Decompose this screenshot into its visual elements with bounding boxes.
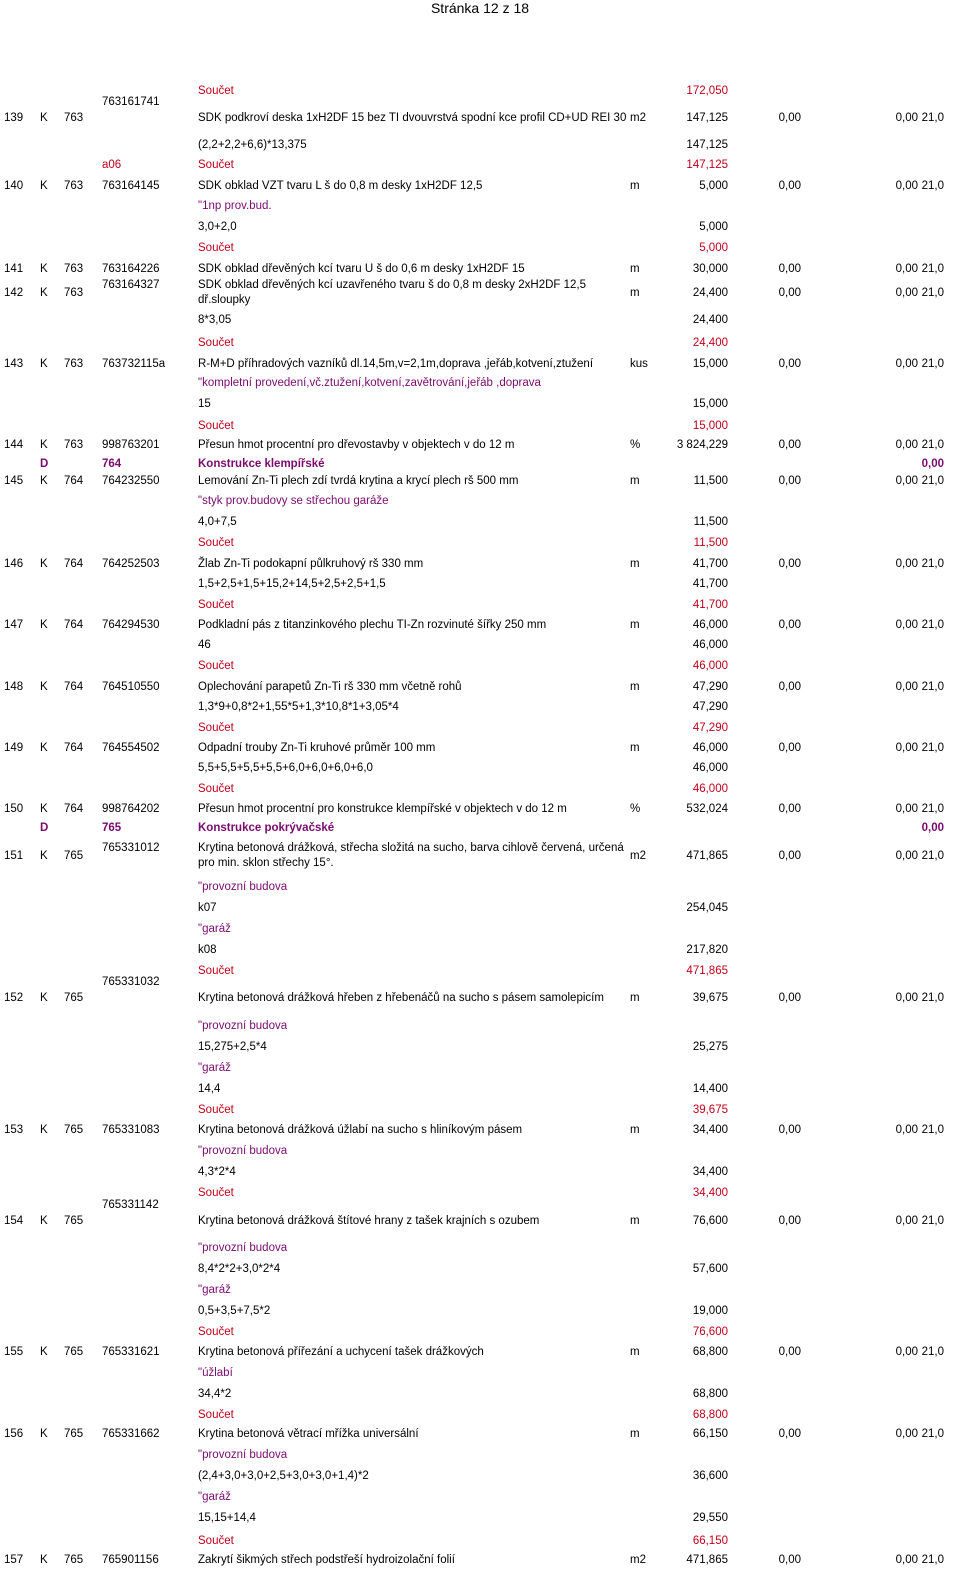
item-code: 765331662 <box>102 1428 160 1440</box>
soucet-value: 5,000 <box>699 242 728 254</box>
soucet-value: 39,675 <box>692 1104 728 1116</box>
item-vat-rate: 21,0 <box>921 287 944 299</box>
calc-value: 19,000 <box>692 1305 728 1317</box>
item-type: K <box>40 619 48 631</box>
calc-expression: 4,3*2*4 <box>198 1166 236 1178</box>
calc-value: 41,700 <box>692 578 728 590</box>
item-number: 156 <box>4 1428 24 1440</box>
soucet-label: Součet <box>198 337 234 349</box>
soucet-label: Součet <box>198 537 234 549</box>
soucet-label: Součet <box>198 599 234 611</box>
item-group: 764 <box>64 558 84 570</box>
item-type: K <box>40 439 48 451</box>
item-unit: m <box>630 742 640 754</box>
item-number: 150 <box>4 803 24 815</box>
item-vat-rate: 21,0 <box>921 619 944 631</box>
calc-expression: k08 <box>198 944 217 956</box>
item-description: SDK obklad dřevěných kcí tvaru U š do 0,6 m desky 1xH2DF 15 <box>198 263 525 275</box>
item-number: 152 <box>4 992 24 1004</box>
section-marker: D <box>40 822 49 834</box>
item-vat-rate: 21,0 <box>921 850 944 862</box>
item-description: Přesun hmot procentní pro dřevostavby v objektech v do 12 m <box>198 439 515 451</box>
note-text: "provozní budova <box>198 1449 288 1461</box>
item-group: 765 <box>64 1124 84 1136</box>
calc-expression: 46 <box>198 639 211 651</box>
item-description: Žlab Zn-Ti podokapní půlkruhový rš 330 mm <box>198 558 424 570</box>
calc-value: 25,275 <box>692 1041 728 1053</box>
item-group: 764 <box>64 475 84 487</box>
item-quantity: 47,290 <box>692 681 728 693</box>
item-description: Krytina betonová drážková štítové hrany z tašek krajních s ozubem <box>198 1215 540 1227</box>
item-vat-rate: 21,0 <box>921 1215 944 1227</box>
subtotal-code: a06 <box>102 159 122 171</box>
item-unit-price: 0,00 <box>778 558 801 570</box>
item-vat-rate: 21,0 <box>921 992 944 1004</box>
item-number: 153 <box>4 1124 24 1136</box>
item-unit: m <box>630 263 640 275</box>
item-group: 765 <box>64 1428 84 1440</box>
item-quantity: 39,675 <box>692 992 728 1004</box>
item-group: 763 <box>64 287 84 299</box>
calc-value: 29,550 <box>692 1512 728 1524</box>
calc-expression: 15,15+14,4 <box>198 1512 256 1524</box>
item-unit: kus <box>630 358 648 370</box>
soucet-value: 41,700 <box>692 599 728 611</box>
calc-value: 15,000 <box>692 398 728 410</box>
item-type: K <box>40 742 48 754</box>
soucet-label: Součet <box>198 1409 234 1421</box>
item-type: K <box>40 1428 48 1440</box>
section-marker: D <box>40 458 49 470</box>
soucet-label: Součet <box>198 159 234 171</box>
note-text: "styk prov.budovy se střechou garáže <box>198 495 389 507</box>
item-unit: m <box>630 558 640 570</box>
soucet-label: Součet <box>198 1187 234 1199</box>
item-vat-rate: 21,0 <box>921 180 944 192</box>
note-text: "garáž <box>198 1062 231 1074</box>
note-text: "garáž <box>198 923 231 935</box>
item-vat-rate: 21,0 <box>921 112 944 124</box>
note-text: "kompletní provedení,vč.ztužení,kotvení,zavětrování,jeřáb ,doprava <box>198 377 541 389</box>
calc-expression: 34,4*2 <box>198 1388 232 1400</box>
item-quantity: 66,150 <box>692 1428 728 1440</box>
item-type: K <box>40 558 48 570</box>
note-text: "provozní budova <box>198 881 288 893</box>
soucet-value: 46,000 <box>692 783 728 795</box>
item-group: 765 <box>64 1554 84 1566</box>
section-group: 765 <box>102 822 122 834</box>
calc-expression: 15,275+2,5*4 <box>198 1041 267 1053</box>
item-type: K <box>40 681 48 693</box>
item-unit: m <box>630 287 640 299</box>
soucet-value: 24,400 <box>692 337 728 349</box>
item-description: SDK podkroví deska 1xH2DF 15 bez TI dvouvrstvá spodní kce profil CD+UD REI 30 <box>198 112 627 124</box>
item-vat-rate: 21,0 <box>921 558 944 570</box>
item-group: 765 <box>64 992 84 1004</box>
item-description: Krytina betonová drážková úžlabí na sucho s hliníkovým pásem <box>198 1124 523 1136</box>
item-group: 763 <box>64 439 84 451</box>
item-unit: m <box>630 1124 640 1136</box>
calc-value: 57,600 <box>692 1263 728 1275</box>
item-quantity: 532,024 <box>686 803 728 815</box>
item-code: 763161741 <box>102 96 160 108</box>
item-unit-price: 0,00 <box>778 358 801 370</box>
item-group: 764 <box>64 619 84 631</box>
item-type: K <box>40 1554 48 1566</box>
item-vat-rate: 21,0 <box>921 681 944 693</box>
item-code: 763732115a <box>102 358 166 370</box>
item-description: Podkladní pás z titanzinkového plechu TI-Zn rozvinuté šířky 250 mm <box>198 619 547 631</box>
item-quantity: 3 824,229 <box>676 439 728 451</box>
item-total-price: 0,00 <box>895 112 918 124</box>
calc-expression: 0,5+3,5+7,5*2 <box>198 1305 271 1317</box>
item-total-price: 0,00 <box>895 1428 918 1440</box>
section-title: Konstrukce klempířské <box>198 458 325 470</box>
item-code: 764252503 <box>102 558 160 570</box>
item-description: Krytina betonová drážková hřeben z hřebenáčů na sucho s pásem samolepicím <box>198 992 604 1004</box>
calc-value: 47,290 <box>692 701 728 713</box>
item-unit: m <box>630 475 640 487</box>
soucet-label: Součet <box>198 783 234 795</box>
item-quantity: 46,000 <box>692 619 728 631</box>
soucet-label: Součet <box>198 85 234 97</box>
item-description: Zakrytí šikmých střech podstřeší hydroizolační folií <box>198 1554 455 1566</box>
item-quantity: 11,500 <box>693 475 728 487</box>
item-code: 764510550 <box>102 681 160 693</box>
soucet-label: Součet <box>198 660 234 672</box>
item-code: 765331142 <box>102 1199 159 1211</box>
item-quantity: 15,000 <box>692 358 728 370</box>
item-quantity: 471,865 <box>686 850 728 862</box>
item-number: 140 <box>4 180 24 192</box>
item-unit-price: 0,00 <box>778 1346 801 1358</box>
item-code: 764294530 <box>102 619 160 631</box>
calc-value: 11,500 <box>693 516 728 528</box>
item-total-price: 0,00 <box>895 1215 918 1227</box>
item-quantity: 46,000 <box>692 742 728 754</box>
item-description: Krytina betonová přířezání a uchycení tašek drážkových <box>198 1346 484 1358</box>
item-number: 146 <box>4 558 24 570</box>
item-code: 764232550 <box>102 475 160 487</box>
item-number: 155 <box>4 1346 24 1358</box>
item-description-line2: dř.sloupky <box>198 294 251 306</box>
item-unit: % <box>630 803 641 815</box>
calc-value: 46,000 <box>692 639 728 651</box>
soucet-value: 34,400 <box>692 1187 728 1199</box>
item-total-price: 0,00 <box>895 619 918 631</box>
item-vat-rate: 21,0 <box>921 263 944 275</box>
item-number: 148 <box>4 681 24 693</box>
item-vat-rate: 21,0 <box>921 439 944 451</box>
item-code: 765331621 <box>102 1346 160 1358</box>
item-description: Přesun hmot procentní pro konstrukce klempířské v objektech v do 12 m <box>198 803 567 815</box>
soucet-label: Součet <box>198 242 234 254</box>
item-group: 763 <box>64 358 84 370</box>
item-description: SDK obklad dřevěných kcí uzavřeného tvaru š do 0,8 m desky 2xH2DF 12,5 <box>198 279 587 291</box>
item-total-price: 0,00 <box>895 558 918 570</box>
item-unit-price: 0,00 <box>778 1215 801 1227</box>
item-total-price: 0,00 <box>895 263 918 275</box>
soucet-label: Součet <box>198 722 234 734</box>
calc-value: 68,800 <box>692 1388 728 1400</box>
item-code: 764554502 <box>102 742 160 754</box>
item-vat-rate: 21,0 <box>921 475 944 487</box>
item-type: K <box>40 1215 48 1227</box>
item-unit: m <box>630 619 640 631</box>
item-type: K <box>40 1124 48 1136</box>
note-text: "provozní budova <box>198 1242 288 1254</box>
item-quantity: 471,865 <box>686 1554 728 1566</box>
item-unit-price: 0,00 <box>778 263 801 275</box>
item-code: 998764202 <box>102 803 160 815</box>
soucet-label: Součet <box>198 965 234 977</box>
item-unit: m <box>630 1346 640 1358</box>
item-total-price: 0,00 <box>895 681 918 693</box>
calc-expression: k07 <box>198 902 217 914</box>
item-quantity: 24,400 <box>692 287 728 299</box>
soucet-value: 46,000 <box>692 660 728 672</box>
item-quantity: 34,400 <box>692 1124 728 1136</box>
soucet-label: Součet <box>198 1326 234 1338</box>
soucet-label: Součet <box>198 1104 234 1116</box>
item-type: K <box>40 803 48 815</box>
note-text: "provozní budova <box>198 1020 288 1032</box>
item-description: Odpadní trouby Zn-Ti kruhové průměr 100 mm <box>198 742 436 754</box>
item-type: K <box>40 992 48 1004</box>
item-description-line2: pro min. sklon střechy 15°. <box>198 857 334 869</box>
item-vat-rate: 21,0 <box>921 1554 944 1566</box>
calc-value: 217,820 <box>686 944 728 956</box>
item-description: Krytina betonová drážková, střecha složitá na sucho, barva cihlově červená, určená <box>198 842 624 854</box>
item-unit: m <box>630 180 640 192</box>
item-quantity: 147,125 <box>686 112 728 124</box>
section-total: 0,00 <box>921 458 944 470</box>
item-code: 765901156 <box>102 1554 159 1566</box>
calc-expression: 8*3,05 <box>198 314 232 326</box>
note-text: "garáž <box>198 1491 231 1503</box>
item-type: K <box>40 112 48 124</box>
item-type: K <box>40 1346 48 1358</box>
item-type: K <box>40 263 48 275</box>
section-title: Konstrukce pokrývačské <box>198 822 335 834</box>
note-text: "úžlabí <box>198 1367 233 1379</box>
calc-expression: 4,0+7,5 <box>198 516 237 528</box>
section-group: 764 <box>102 458 122 470</box>
item-type: K <box>40 287 48 299</box>
item-description: Krytina betonová větrací mřížka universální <box>198 1428 419 1440</box>
section-total: 0,00 <box>921 822 944 834</box>
item-unit-price: 0,00 <box>778 619 801 631</box>
item-number: 143 <box>4 358 24 370</box>
calc-expression: 1,5+2,5+1,5+15,2+14,5+2,5+2,5+1,5 <box>198 578 386 590</box>
item-quantity: 76,600 <box>692 1215 728 1227</box>
item-vat-rate: 21,0 <box>921 1346 944 1358</box>
item-number: 139 <box>4 112 24 124</box>
item-unit: m <box>630 992 640 1004</box>
item-unit-price: 0,00 <box>778 1554 801 1566</box>
soucet-value: 76,600 <box>692 1326 728 1338</box>
item-unit-price: 0,00 <box>778 180 801 192</box>
item-code: 765331012 <box>102 842 160 854</box>
item-total-price: 0,00 <box>895 180 918 192</box>
item-unit-price: 0,00 <box>778 681 801 693</box>
item-quantity: 5,000 <box>699 180 728 192</box>
item-group: 765 <box>64 1215 84 1227</box>
soucet-value: 172,050 <box>686 85 728 97</box>
item-code: 763164327 <box>102 279 160 291</box>
soucet-value: 471,865 <box>686 965 728 977</box>
item-total-price: 0,00 <box>895 803 918 815</box>
soucet-value: 66,150 <box>692 1535 728 1547</box>
item-total-price: 0,00 <box>895 742 918 754</box>
item-unit-price: 0,00 <box>778 1428 801 1440</box>
item-total-price: 0,00 <box>895 475 918 487</box>
item-unit-price: 0,00 <box>778 287 801 299</box>
item-number: 147 <box>4 619 24 631</box>
item-type: K <box>40 358 48 370</box>
item-number: 157 <box>4 1554 24 1566</box>
calc-value: 254,045 <box>686 902 728 914</box>
item-code: 765331032 <box>102 976 160 988</box>
calc-value: 5,000 <box>699 221 728 233</box>
item-group: 764 <box>64 742 84 754</box>
calc-value: 24,400 <box>692 314 728 326</box>
note-text: "1np prov.bud. <box>198 200 272 212</box>
item-code: 765331083 <box>102 1124 160 1136</box>
item-unit: m2 <box>630 1554 646 1566</box>
soucet-value: 47,290 <box>692 722 728 734</box>
item-total-price: 0,00 <box>895 1124 918 1136</box>
item-number: 141 <box>4 263 24 275</box>
item-number: 145 <box>4 475 24 487</box>
item-type: K <box>40 850 48 862</box>
calc-expression: 3,0+2,0 <box>198 221 237 233</box>
item-unit-price: 0,00 <box>778 992 801 1004</box>
item-unit: m2 <box>630 850 646 862</box>
soucet-value: 15,000 <box>692 420 728 432</box>
item-unit-price: 0,00 <box>778 112 801 124</box>
item-unit: m <box>630 681 640 693</box>
item-group: 763 <box>64 263 84 275</box>
item-vat-rate: 21,0 <box>921 358 944 370</box>
item-description: Lemování Zn-Ti plech zdí tvrdá krytina a krycí plech rš 500 mm <box>198 475 519 487</box>
calc-expression: 8,4*2*2+3,0*2*4 <box>198 1263 281 1275</box>
item-number: 149 <box>4 742 24 754</box>
item-quantity: 30,000 <box>692 263 728 275</box>
item-description: SDK obklad VZT tvaru L š do 0,8 m desky 1xH2DF 12,5 <box>198 180 483 192</box>
item-unit-price: 0,00 <box>778 439 801 451</box>
item-unit-price: 0,00 <box>778 475 801 487</box>
item-number: 151 <box>4 850 24 862</box>
soucet-value: 147,125 <box>686 159 728 171</box>
item-unit: m2 <box>630 112 646 124</box>
item-code: 763164145 <box>102 180 160 192</box>
calc-value: 46,000 <box>692 762 728 774</box>
item-total-price: 0,00 <box>895 287 918 299</box>
soucet-value: 11,500 <box>693 537 728 549</box>
soucet-label: Součet <box>198 1535 234 1547</box>
calc-value: 14,400 <box>692 1083 728 1095</box>
item-total-price: 0,00 <box>895 1346 918 1358</box>
calc-expression: (2,4+3,0+3,0+2,5+3,0+3,0+1,4)*2 <box>198 1470 369 1482</box>
item-quantity: 41,700 <box>692 558 728 570</box>
item-group: 764 <box>64 803 84 815</box>
note-text: "garáž <box>198 1284 231 1296</box>
calc-value: 147,125 <box>686 139 728 151</box>
item-unit: m <box>630 1428 640 1440</box>
item-number: 154 <box>4 1215 24 1227</box>
item-group: 765 <box>64 850 84 862</box>
item-total-price: 0,00 <box>895 850 918 862</box>
calc-value: 34,400 <box>692 1166 728 1178</box>
item-group: 765 <box>64 1346 84 1358</box>
calc-expression: 1,3*9+0,8*2+1,55*5+1,3*10,8*1+3,05*4 <box>198 701 399 713</box>
item-group: 763 <box>64 180 84 192</box>
item-description: Oplechování parapetů Zn-Ti rš 330 mm včetně rohů <box>198 681 462 693</box>
soucet-value: 68,800 <box>692 1409 728 1421</box>
item-number: 142 <box>4 287 24 299</box>
calc-expression: (2,2+2,2+6,6)*13,375 <box>198 139 307 151</box>
calc-expression: 14,4 <box>198 1083 221 1095</box>
item-unit-price: 0,00 <box>778 742 801 754</box>
note-text: "provozní budova <box>198 1145 288 1157</box>
item-unit: m <box>630 1215 640 1227</box>
item-unit-price: 0,00 <box>778 803 801 815</box>
item-total-price: 0,00 <box>895 1554 918 1566</box>
soucet-label: Součet <box>198 420 234 432</box>
item-unit-price: 0,00 <box>778 850 801 862</box>
item-total-price: 0,00 <box>895 358 918 370</box>
item-vat-rate: 21,0 <box>921 803 944 815</box>
item-group: 763 <box>64 112 84 124</box>
item-vat-rate: 21,0 <box>921 742 944 754</box>
item-code: 998763201 <box>102 439 160 451</box>
item-number: 144 <box>4 439 24 451</box>
item-quantity: 68,800 <box>692 1346 728 1358</box>
item-total-price: 0,00 <box>895 992 918 1004</box>
item-type: K <box>40 475 48 487</box>
item-total-price: 0,00 <box>895 439 918 451</box>
item-vat-rate: 21,0 <box>921 1124 944 1136</box>
item-group: 764 <box>64 681 84 693</box>
calc-expression: 15 <box>198 398 211 410</box>
item-unit-price: 0,00 <box>778 1124 801 1136</box>
item-unit: % <box>630 439 641 451</box>
calc-value: 36,600 <box>692 1470 728 1482</box>
item-code: 763164226 <box>102 263 160 275</box>
item-type: K <box>40 180 48 192</box>
item-vat-rate: 21,0 <box>921 1428 944 1440</box>
item-description: R-M+D příhradových vazníků dl.14,5m,v=2,1m,doprava ,jeřáb,kotvení,ztužení <box>198 358 594 370</box>
calc-expression: 5,5+5,5+5,5+5,5+6,0+6,0+6,0+6,0 <box>198 762 373 774</box>
page-header: Stránka 12 z 18 <box>430 0 530 16</box>
